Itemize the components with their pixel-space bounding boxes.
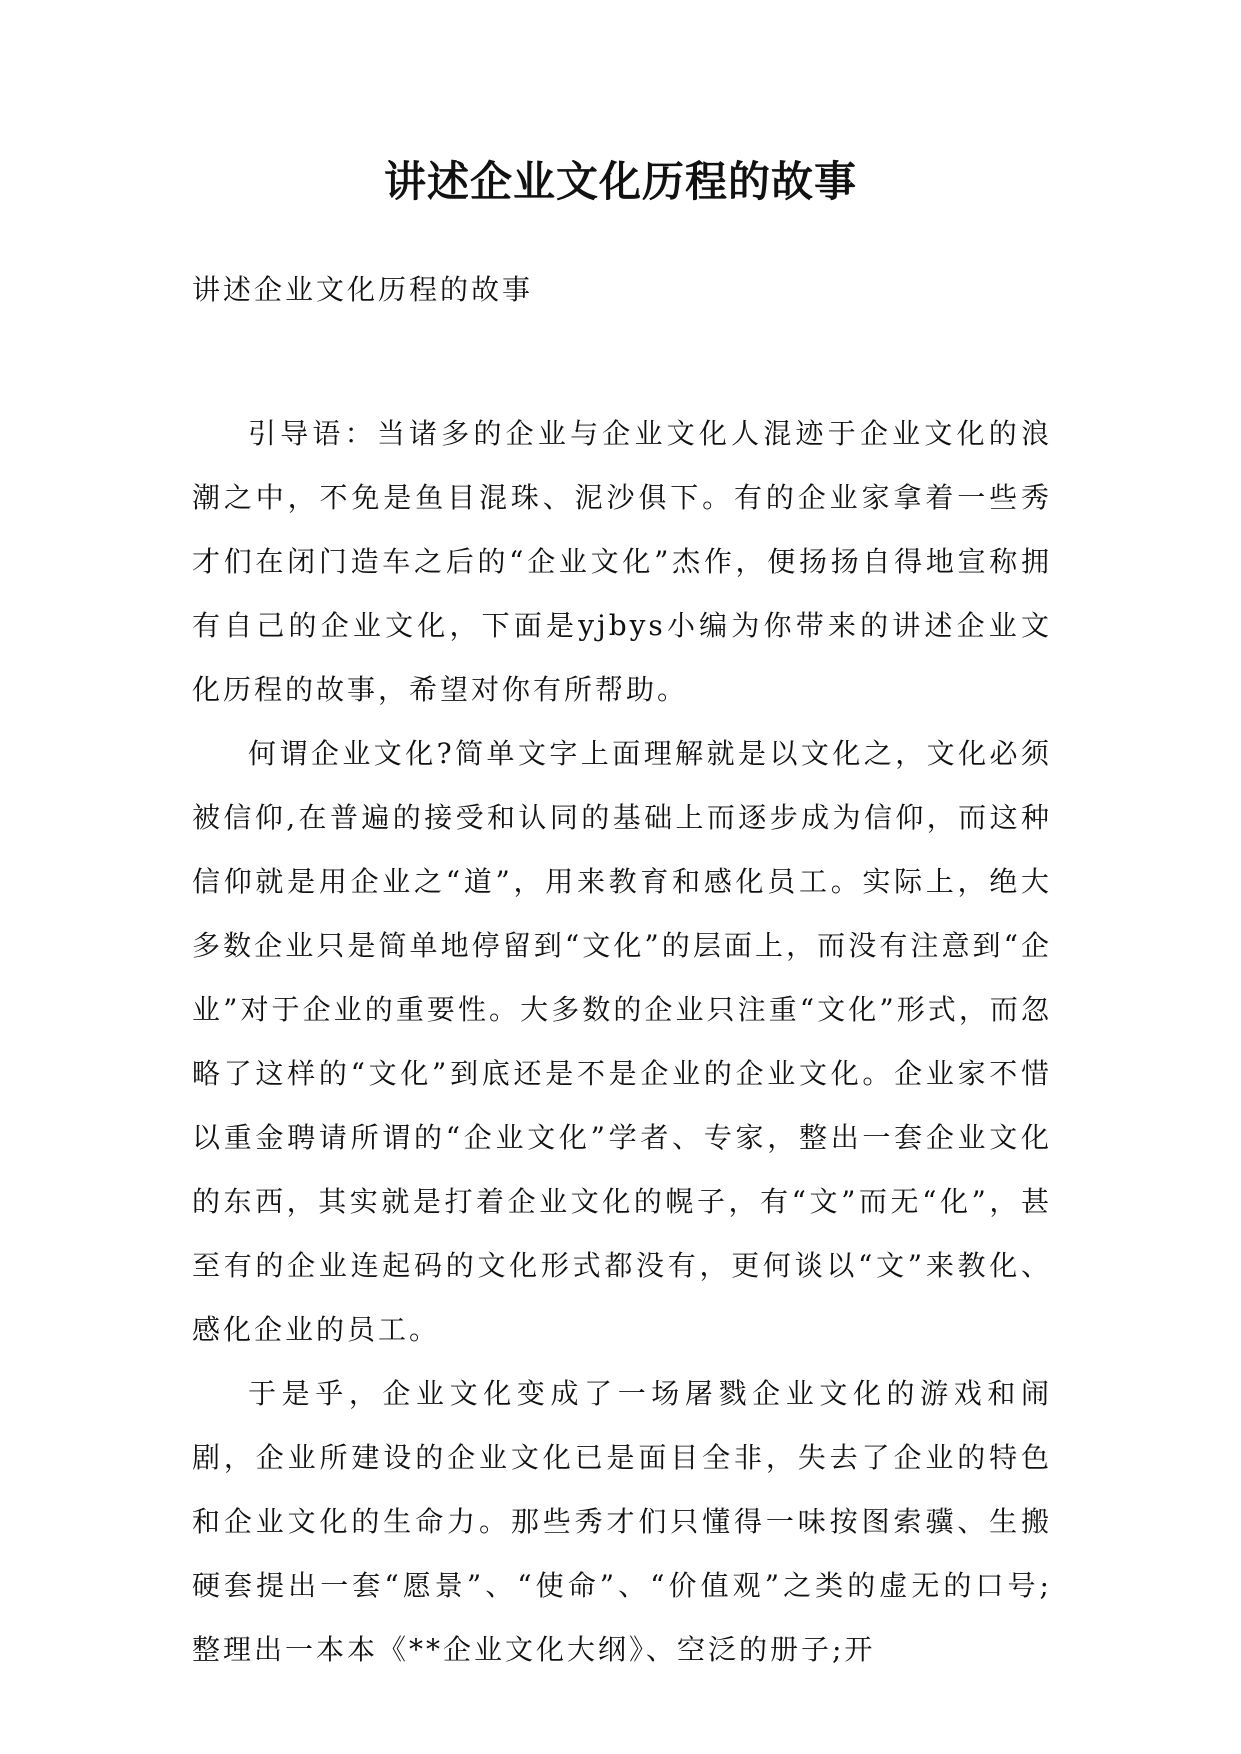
document-body [192,402,1052,1682]
paragraph-culture-becomes-game: 于是乎，企业文化变成了一场屠戮企业文化的游戏和闹剧，企业所建设的企业文化已是面目全非，失去了企业的特色和企业文化的生命力。那些秀才们只懂得一味按图索骥、生搬硬套提出一套“愿景”、“使命”、“价值观”之类的虚无的口号;整理出一本本《**企业文化大纲》、空泛的册子;开 [192,1377,1052,1666]
paragraph-introduction: 引导语：当诸多的企业与企业文化人混迹于企业文化的浪潮之中，不免是鱼目混珠、泥沙俱下。有的企业家拿着一些秀才们在闭门造车之后的“企业文化”杰作，便扬扬自得地宣称拥有自己的企业文化，下面是yjbys小编为你带来的讲述企业文化历程的故事，希望对你有所帮助。 [192,417,1052,706]
paragraph-what-is-corporate-culture: 何谓企业文化?简单文字上面理解就是以文化之，文化必须被信仰,在普遍的接受和认同的基础上而逐步成为信仰，而这种信仰就是用企业之“道”，用来教育和感化员工。实际上，绝大多数企业只是简单地停留到“文化”的层面上，而没有注意到“企业”对于企业的重要性。大多数的企业只注重“文化”形式，而忽略了这样的“文化”到底还是不是企业的企业文化。企业家不惜以重金聘请所谓的“企业文化”学者、专家，整出一套企业文化的东西，其实就是打着企业文化的幌子，有“文”而无“化”，甚至有的企业连起码的文化形式都没有，更何谈以“文”来教化、感化企业的员工。 [192,737,1052,1346]
document-subtitle: 讲述企业文化历程的故事 [192,273,534,306]
document-title: 讲述企业文化历程的故事 [383,157,857,206]
